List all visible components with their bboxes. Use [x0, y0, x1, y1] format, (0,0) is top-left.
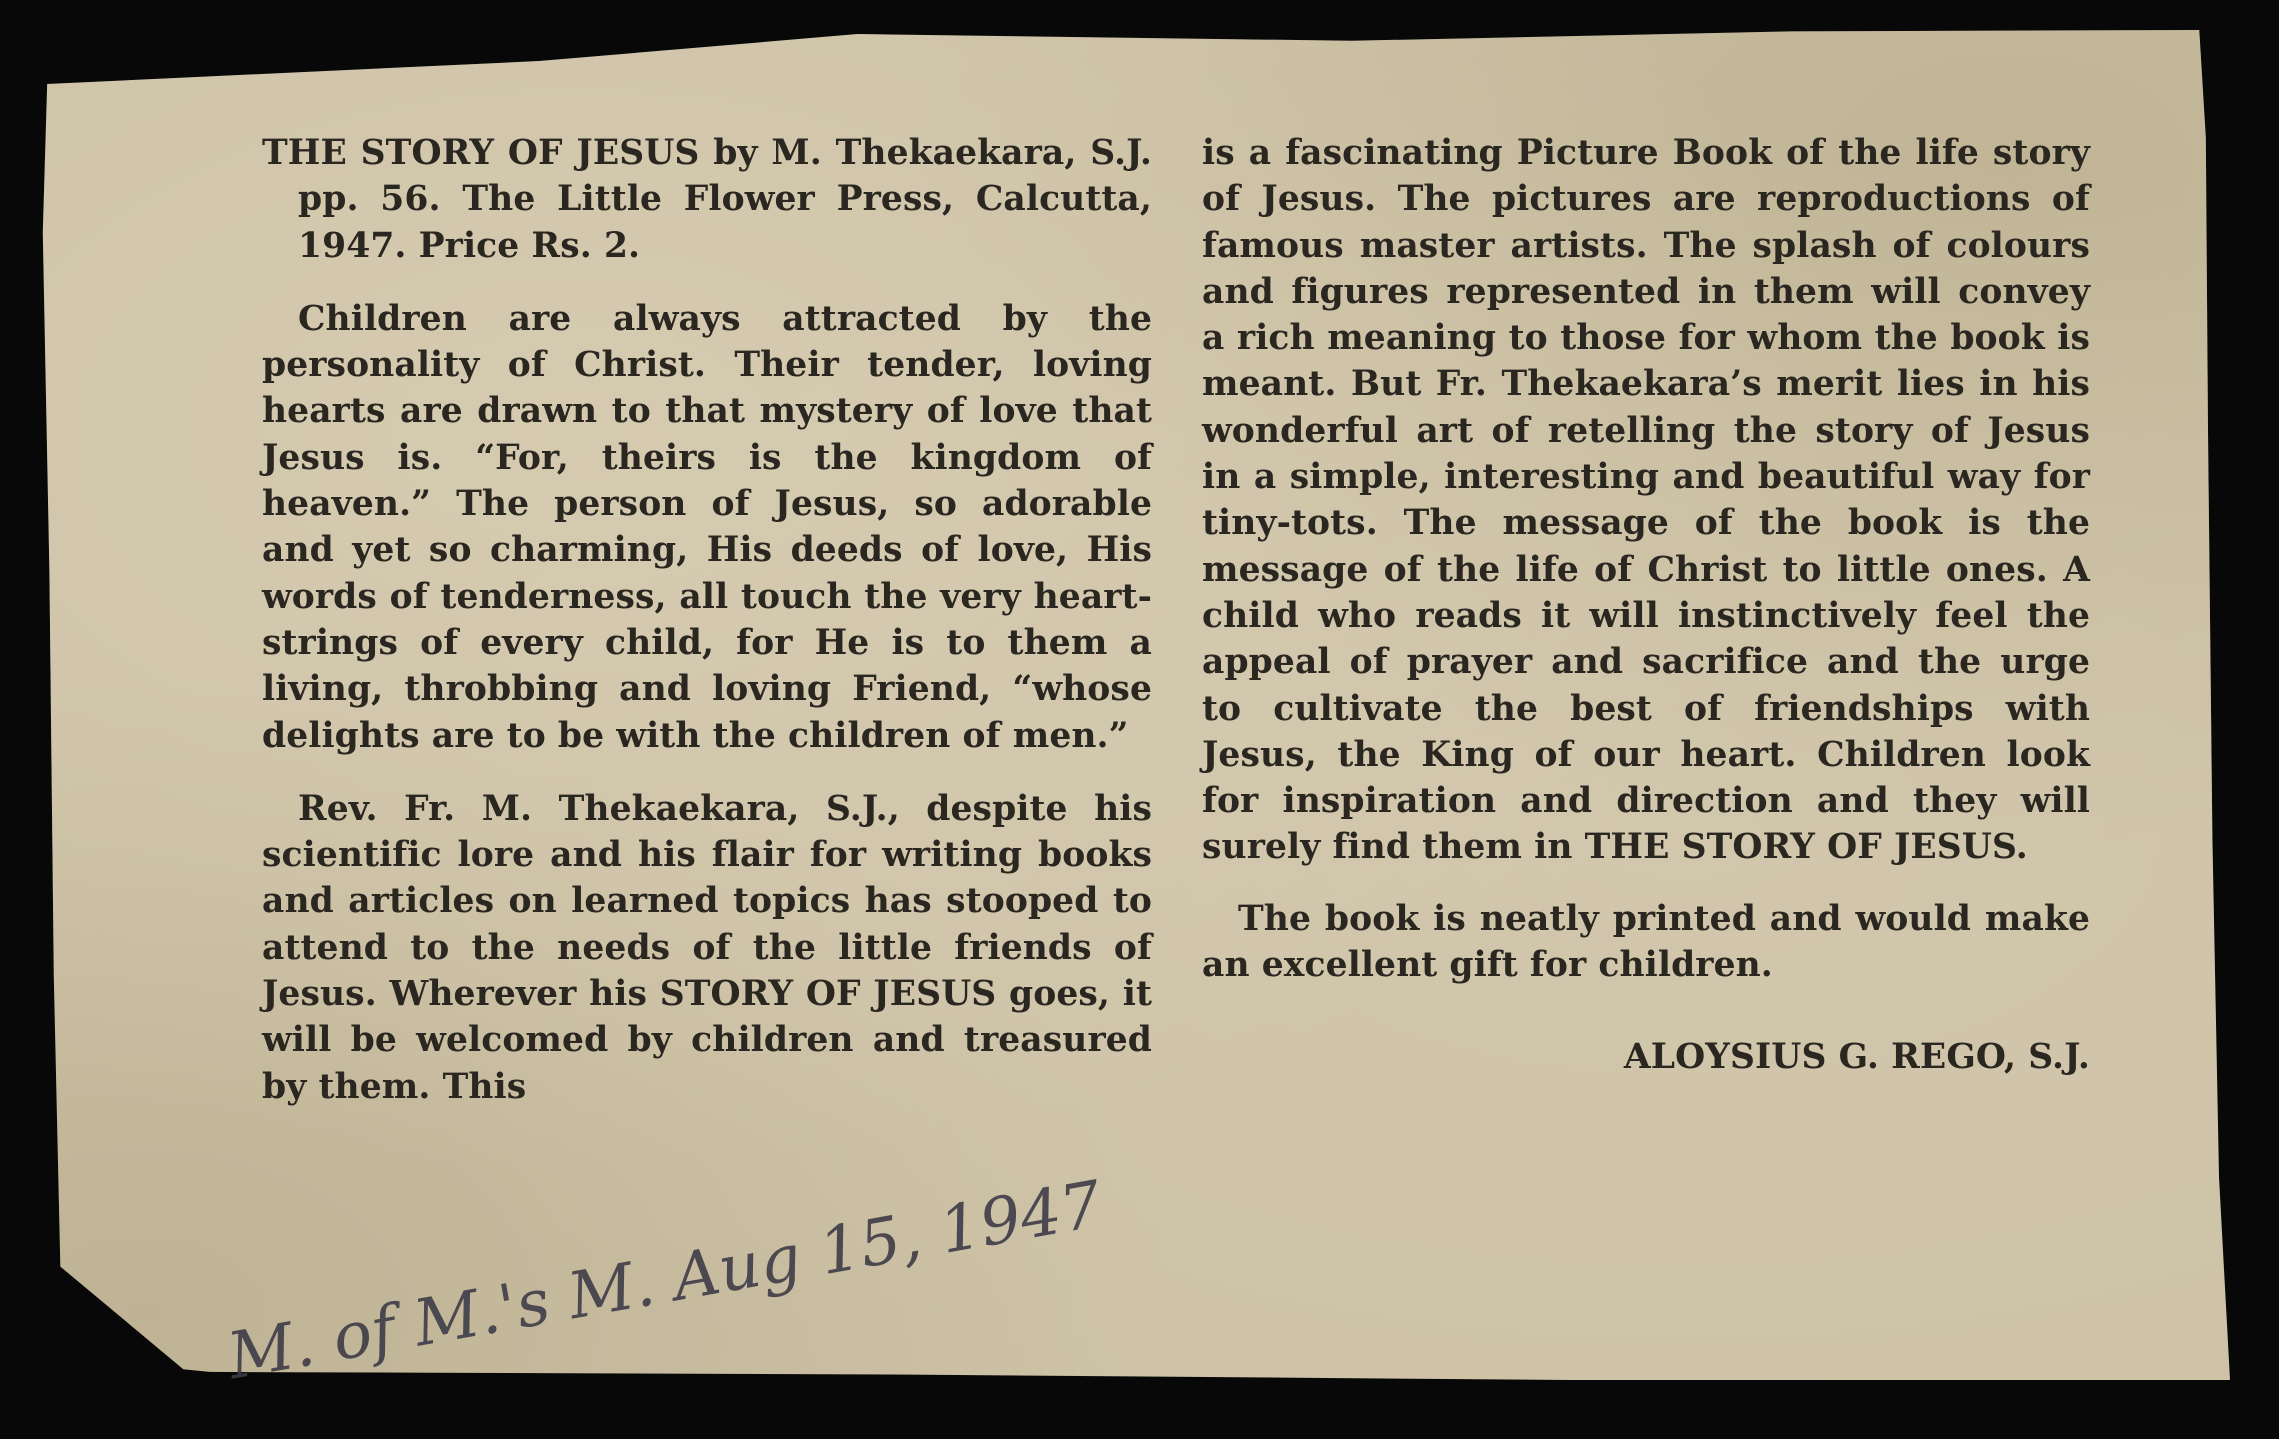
handwritten-note-graphic [210, 1167, 1108, 1395]
review-paragraph-2-part-1: Rev. Fr. M. Thekaekara, S.J., despite his scientific lore and his flair for writing books and articles on learned topics has stooped to attend to the needs of the little friends of Jesus. Wherever his STORY OF JESUS goes, it will be welcomed by children and treasured by them. This [262, 788, 1152, 1107]
review-paragraph-2-part-2: is a fascinating Picture Book of the life story of Jesus. The pictures are reproductions of famous master artists. The splash of colours and figures represented in them will convey a rich meaning to those for whom the book is meant. But Fr. Thekaekara’s merit lies in his wonderful art of retelling the story of Jesus in a simple, interesting and beautiful way for tiny-tots. The message of the book is the message of the life of Christ to little ones. A child who reads it will instinctively feel the appeal of prayer and sacrifice and the urge to cultivate the best of friendships with Jesus, the King of our heart. Children look for inspiration and direction and they will surely find them in THE STORY OF JESUS. [1202, 133, 2090, 868]
left-column [262, 130, 1152, 1110]
right-column [1202, 130, 2090, 1081]
handwritten-note-text: M. of M.'s M. Aug 15, 1947 [222, 1167, 1108, 1395]
reviewer-signature: ALOYSIUS G. REGO, S.J. [1623, 1037, 2090, 1078]
review-heading: THE STORY OF JESUS by M. Thekaekara, S.J. pp. 56. The Little Flower Press, Calcutta, 1947. Price Rs. 2. [262, 133, 1152, 266]
review-paragraph-1: Children are always attracted by the personality of Christ. Their tender, loving hearts are drawn to that mystery of love that Jesus is. “For, theirs is the kingdom of heaven.” The person of Jesus, so adorable and yet so charming, His deeds of love, His words of tenderness, all touch the very heart-strings of every child, for He is to them a living, throbbing and loving Friend, “whose delights are to be with the children of men.” [262, 298, 1152, 756]
handwritten-note [210, 1167, 1108, 1395]
review-paragraph-3: The book is neatly printed and would make an excellent gift for children. [1202, 898, 2090, 986]
